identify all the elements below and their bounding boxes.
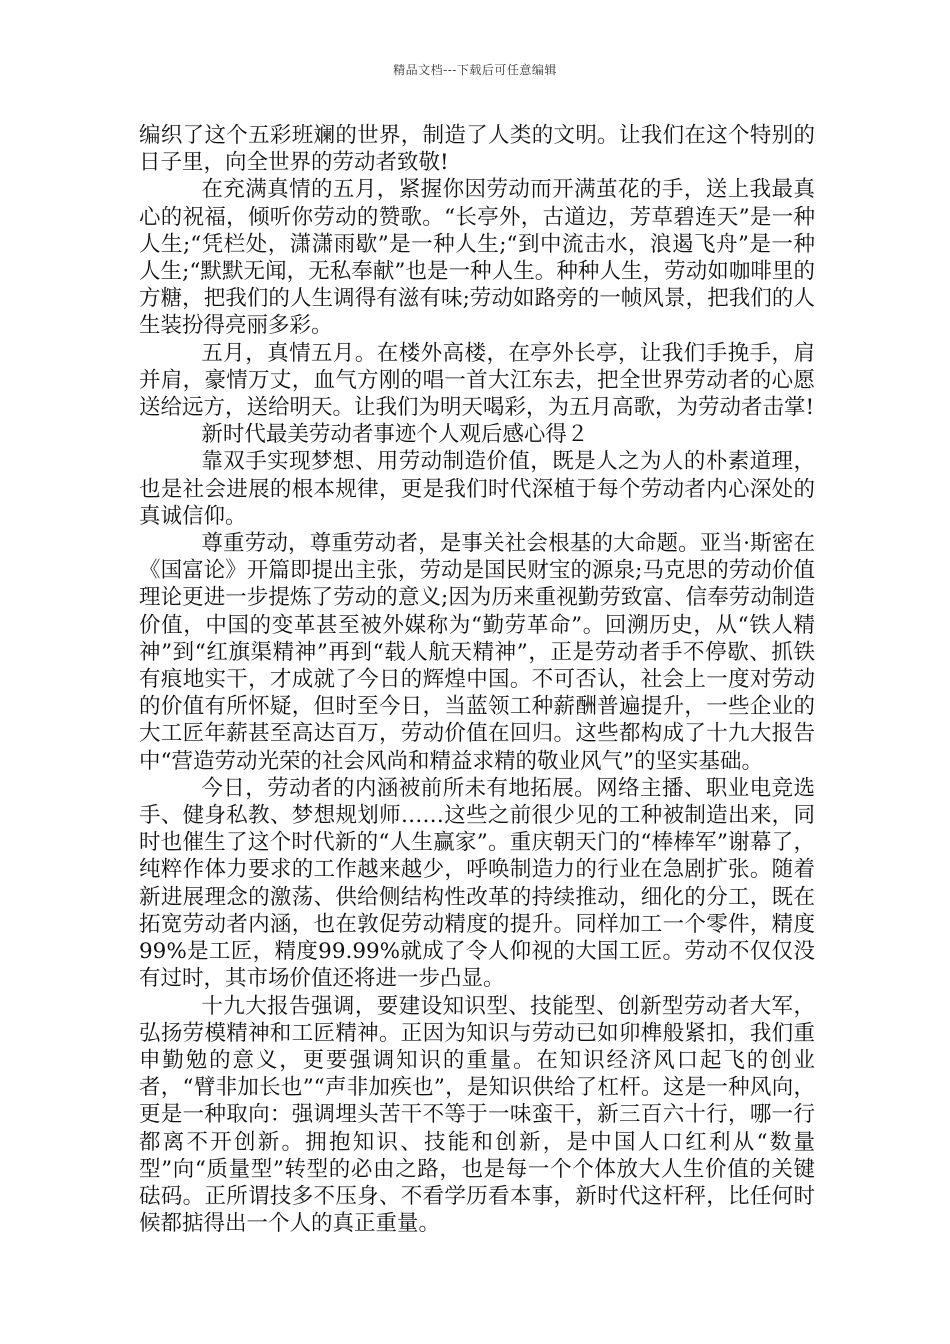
paragraph-3: 五月，真情五月。在楼外高楼，在亭外长亭，让我们手挽手，肩并肩，豪情万丈，血气方刚的唱一首大江东去，把全世界劳动者的心愿送给远方，送给明天。让我们为明天喝彩，为五月高歌，为劳动者击掌!: [139, 340, 815, 421]
paragraph-5: 尊重劳动，尊重劳动者，是事关社会根基的大命题。亚当·斯密在《国富论》开篇即提出主张，劳动是国民财宝的源泉;马克思的劳动价值理论更进一步提炼了劳动的意义;因为历来重视勤劳致富、信奉劳动制造价值，中国的变革甚至被外媒称为“勤劳革命”。回溯历史，从“铁人精神”到“红旗渠精神”再到“载人航天精神”，正是劳动者手不停歇、抓铁有痕地实干，才成就了今日的辉煌中国。不可否认，社会上一度对劳动的价值有所怀疑，但时至今日，当蓝领工种薪酬普遍提升，一些企业的大工匠年薪甚至高达百万，劳动价值在回归。这些都构成了十九大报告中“营造劳动光荣的社会风尚和精益求精的敬业风气”的坚实基础。: [139, 531, 815, 774]
paragraph-7: 十九大报告强调，要建设知识型、技能型、创新型劳动者大军，弘扬劳模精神和工匠精神。正因为知识与劳动已如卯榫般紧扣，我们重申勤勉的意义，更要强调知识的重量。在知识经济风口起飞的创业者，“臂非加长也”“声非加疾也”，是知识供给了杠杆。这是一种风向，更是一种取向：强调埋头苦干不等于一味蛮干，新三百六十行，哪一行都离不开创新。拥抱知识、技能和创新，是中国人口红利从“数量型”向“质量型”转型的必由之路，也是每一个个体放大人生价值的关键砝码。正所谓技多不压身、不看学历看本事，新时代这杆秤，比任何时候都掂得出一个人的真正重量。: [139, 993, 815, 1237]
document-body: [139, 122, 815, 1237]
paragraph-6: 今日，劳动者的内涵被前所未有地拓展。网络主播、职业电竞选手、健身私教、梦想规划师……这些之前很少见的工种被制造出来，同时也催生了这个时代新的“人生赢家”。重庆朝天门的“棒棒军”谢幕了，纯粹作体力要求的工作越来越少，呼唤制造力的行业在急剧扩张。随着新进展理念的激荡、供给侧结构性改革的持续推动，细化的分工，既在拓宽劳动者内涵，也在敦促劳动精度的提升。同样加工一个零件，精度99%是工匠，精度99.99%就成了令人仰视的大国工匠。劳动不仅仅没有过时，其市场价值还将进一步凸显。: [139, 775, 815, 992]
paragraph-4: 靠双手实现梦想、用劳动制造价值，既是人之为人的朴素道理，也是社会进展的根本规律，更是我们时代深植于每个劳动者内心深处的真诚信仰。: [139, 449, 815, 529]
page-header: 精品文档---下载后可任意编辑: [393, 63, 557, 77]
paragraph-2: 在充满真情的五月，紧握你因劳动而开满茧花的手，送上我最真心的祝福，倾听你劳动的赞歌。“长亭外，古道边，芳草碧连天”是一种人生;“凭栏处，潇潇雨歇”是一种人生;“到中流击水，浪遏飞舟”是一种人生;“默默无闻，无私奉献”也是一种人生。种种人生，劳动如咖啡里的方糖，把我们的人生调得有滋有味;劳动如路旁的一帧风景，把我们的人生装扮得亮丽多彩。: [139, 177, 815, 339]
section-heading: 新时代最美劳动者事迹个人观后感心得２: [201, 422, 589, 448]
paragraph-1: 编织了这个五彩班斓的世界，制造了人类的文明。让我们在这个特别的日子里，向全世界的劳动者致敬!: [139, 123, 815, 176]
